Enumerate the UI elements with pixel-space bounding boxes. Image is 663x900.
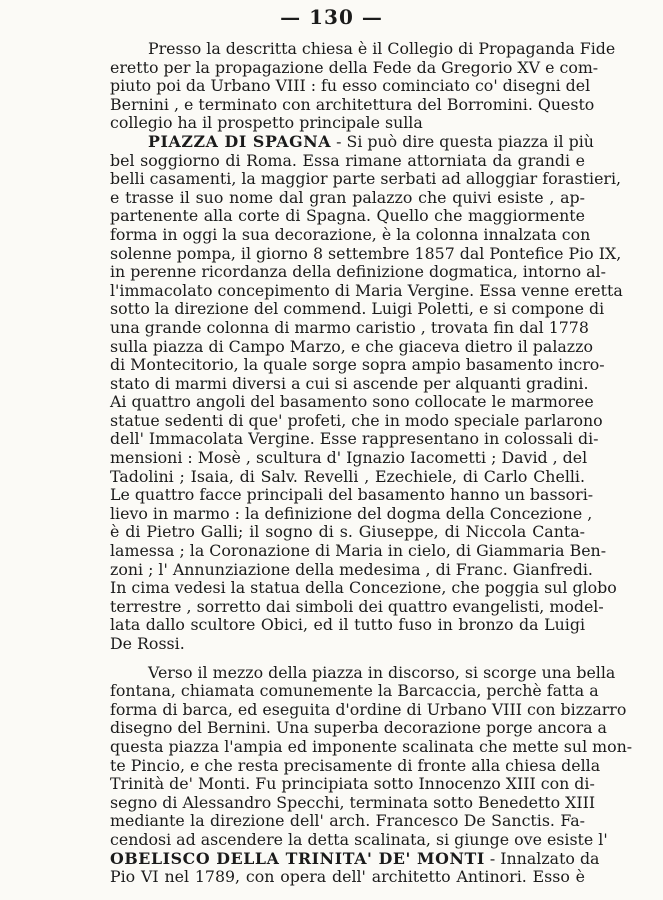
text-line: fontana, chiamata comunemente la Barcaccia, perchè fatta a [110,681,599,701]
line-text: - Innalzato da [484,848,600,868]
text-line: disegno del Bernini. Una superba decorazione porge ancora a [110,718,607,738]
text-line: sotto la direzione del commend. Luigi Poletti, e si compone di [110,299,605,319]
text-line: terrestre , sorretto dai simboli dei quattro evangelisti, model- [110,596,604,616]
text-line: Trinità de' Monti. Fu principiata sotto Innocenzo XIII con di- [110,774,595,794]
text-line: segno di Alessandro Specchi, terminata sotto Benedetto XIII [110,792,596,812]
text-line: belli casamenti, la maggior parte serbati ad alloggiar forastieri, [110,169,622,189]
text-line: una grande colonna di marmo caristio , trovata fin dal 1778 [110,317,589,337]
text-line: lata dallo scultore Obici, ed il tutto fuso in bronzo da Luigi [110,615,585,635]
text-line: In cima vedesi la statua della Concezione, che poggia sul globo [110,578,617,598]
text-line: statue sedenti di que' profeti, che in modo speciale parlarono [110,410,603,430]
text-line: l'immacolato concepimento di Maria Vergine. Essa venne eretta [110,280,623,300]
text-line: in perenne ricordanza della definizione dogmatica, intorno al- [110,262,606,282]
text-line [110,131,594,152]
text-line: lievo in marmo : la definizione del dogma della Concezione , [110,503,593,523]
text-line: partenente alla corte di Spagna. Quello che maggiormente [110,206,585,226]
text-line: Bernini , e terminato con architettura del Borromini. Questo [110,94,595,114]
text-line: è di Pietro Galli; il sogno di s. Giuseppe, di Niccola Canta- [110,522,585,542]
text-line: lamessa ; la Coronazione di Maria in cielo, di Giammaria Ben- [110,541,607,561]
line-text: - Si può dire questa piazza il più [331,131,594,151]
section-heading-obelisco: OBELISCO DELLA TRINITA' DE' MONTI [110,848,485,868]
text-line: questa piazza l'ampia ed imponente scalinata che mette sul mon- [110,736,633,756]
text-line: collegio ha il prospetto principale sulla [110,113,423,133]
text-line: Verso il mezzo della piazza in discorso, si scorge una bella [148,662,616,682]
text-line: forma in oggi la sua decorazione, è la colonna innalzata con [110,224,591,244]
text-line: Ai quattro angoli del basamento sono collocate le marmoree [110,392,594,412]
section-heading-piazza-di-spagna: PIAZZA DI SPAGNA [148,131,332,151]
text-line: di Montecitorio, la quale sorge sopra ampio basamento incro- [110,355,605,375]
text-line: cendosi ad ascendere la detta scalinata, si giunge ove esiste l' [110,829,608,849]
text-line: mediante la direzione dell' arch. Francesco De Sanctis. Fa- [110,811,585,831]
text-line [110,39,616,59]
text-line: sulla piazza di Campo Marzo, e che giaceva dietro il palazzo [110,336,593,356]
text-line: piuto poi da Urbano VIII : fu esso cominciato co' disegni del [110,76,591,96]
text-line: mensioni : Mosè , scultura d' Ignazio Iacometti ; David , del [110,448,588,468]
text-line: De Rossi. [110,634,185,653]
text-line: solenne pompa, il giorno 8 settembre 1857 dal Pontefice Pio IX, [110,243,622,263]
text-line: forma di barca, ed eseguita d'ordine di Urbano VIII con bizzarro [110,699,627,719]
text-line: e trasse il suo nome dal gran palazzo che quivi esiste , ap- [110,187,585,207]
text-line: eretto per la propagazione della Fede da Gregorio XV e com- [110,57,599,77]
text-line: Tadolini ; Isaia, di Salv. Revelli , Ezechiele, di Carlo Chelli. [110,466,585,486]
line-text: Presso la descritta chiesa è il Collegio di Propaganda Fide [148,39,616,58]
text-line: zoni ; l' Annunziazione della medesima , di Franc. Gianfredi. [110,559,593,579]
text-line: te Pincio, e che resta precisamente di fronte alla chiesa della [110,755,601,775]
text-line: Pio VI nel 1789, con opera dell' architetto Antinori. Esso è [110,867,585,887]
page-number: — 130 — [280,5,383,29]
text-line: stato di marmi diversi a cui si ascende per alquanti gradini. [110,373,589,393]
text-body [110,39,633,887]
text-line [110,848,600,869]
text-line: Le quattro facce principali del basamento hanno un bassori- [110,485,594,505]
text-line: bel soggiorno di Roma. Essa rimane attorniata da grandi e [110,150,585,170]
text-line: dell' Immacolata Vergine. Esse rappresentano in colossali di- [110,429,599,449]
